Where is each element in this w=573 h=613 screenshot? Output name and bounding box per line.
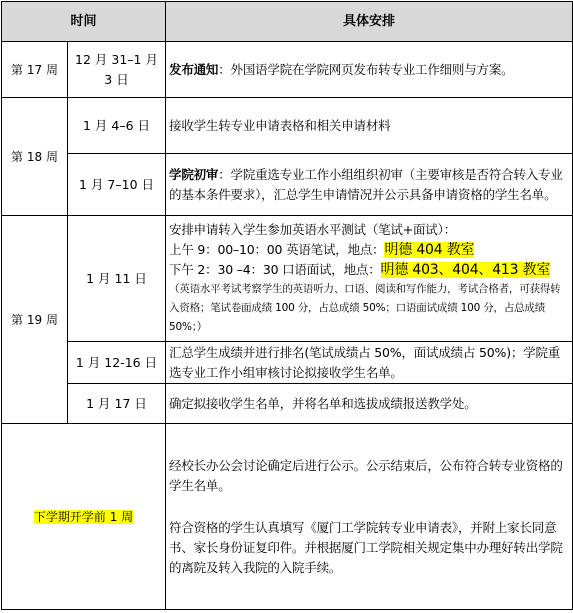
week18-title: 学院初审 [169, 166, 219, 182]
week19-row-confirm [2, 384, 573, 424]
next-term-row [2, 424, 573, 610]
week19-written-line [169, 240, 569, 260]
week19-label: 第 19 周 [2, 216, 68, 424]
week19-content-ranking: 汇总学生成绩并进行排名(笔试成绩占 50%，面试成绩占 50%)；学院重选专业工作小组审核讨论拟接收学生名单。 [166, 342, 573, 384]
week19-test-intro: 安排申请转入学生参加英语水平测试（笔试+面试）： [169, 222, 456, 237]
week18-date-2: 1 月 7–10 日 [68, 154, 166, 216]
week19-test-note: （英语水平考试考察学生的英语听力、口语、阅读和写作能力，考试合格者，可获得转入资格；笔试卷面成绩 100 分，占总成绩 50%；口语面试成绩 100 分，占总成绩 50%；） [169, 283, 561, 333]
week18-row-2 [2, 154, 573, 216]
week19-oral-prefix: 下午 2：30 –4：30 口语面试，地点： [169, 262, 381, 277]
week19-row-ranking [2, 342, 573, 384]
week19-date-test: 1 月 11 日 [68, 216, 166, 342]
week19-oral-line [169, 260, 569, 280]
week19-date-confirm: 1 月 17 日 [68, 384, 166, 424]
week19-written-prefix: 上午 9：00–10：00 英语笔试，地点： [169, 242, 385, 257]
next-term-content [166, 424, 573, 610]
next-term-label: 下学期开学前 1 周 [33, 509, 134, 524]
week17-date: 12 月 31–1 月 3 日 [68, 42, 166, 98]
week18-content-1: 接收学生转专业申请表格和相关申请材料 [166, 98, 573, 154]
week18-date-1: 1 月 4–6 日 [68, 98, 166, 154]
week18-row-1 [2, 98, 573, 154]
header-time: 时间 [2, 2, 166, 42]
next-term-text-2: 符合资格的学生认真填写《厦门工学院转专业申请表》，并附上家长同意书、家长身份证复印件。并根据厦门工学院相关规定集中办理好转出学院的离院及转入我院的入院手续。 [169, 519, 563, 575]
week17-label: 第 17 周 [2, 42, 68, 98]
week19-oral-place: 明德 403、404、413 教室 [380, 262, 551, 278]
week19-content-test [166, 216, 573, 342]
next-term-text-1: 经校长办公会讨论确定后进行公示。公示结束后，公布符合转专业资格的学生名单。 [169, 457, 563, 493]
week19-content-confirm: 确定拟接收学生名单，并将名单和选拔成绩报送教学处。 [166, 384, 573, 424]
week17-row [2, 42, 573, 98]
week18-text: ：学院重选专业工作小组组织初审（主要审核是否符合转入专业的基本条件要求），汇总学生申请情况并公示具备申请资格的学生名单。 [169, 166, 563, 202]
schedule-table [1, 1, 573, 610]
week19-row-test [2, 216, 573, 342]
week17-text: ：外国语学院在学院网页发布转专业工作细则与方案。 [218, 61, 514, 77]
header-detail: 具体安排 [166, 2, 573, 42]
week19-date-ranking: 1 月 12-16 日 [68, 342, 166, 384]
week17-content [166, 42, 573, 98]
week17-title: 发布通知 [169, 61, 219, 77]
next-term-label-cell [2, 424, 166, 610]
week18-content-2 [166, 154, 573, 216]
week18-label: 第 18 周 [2, 98, 68, 216]
header-row [2, 2, 573, 42]
week19-written-place: 明德 404 教室 [384, 242, 475, 258]
